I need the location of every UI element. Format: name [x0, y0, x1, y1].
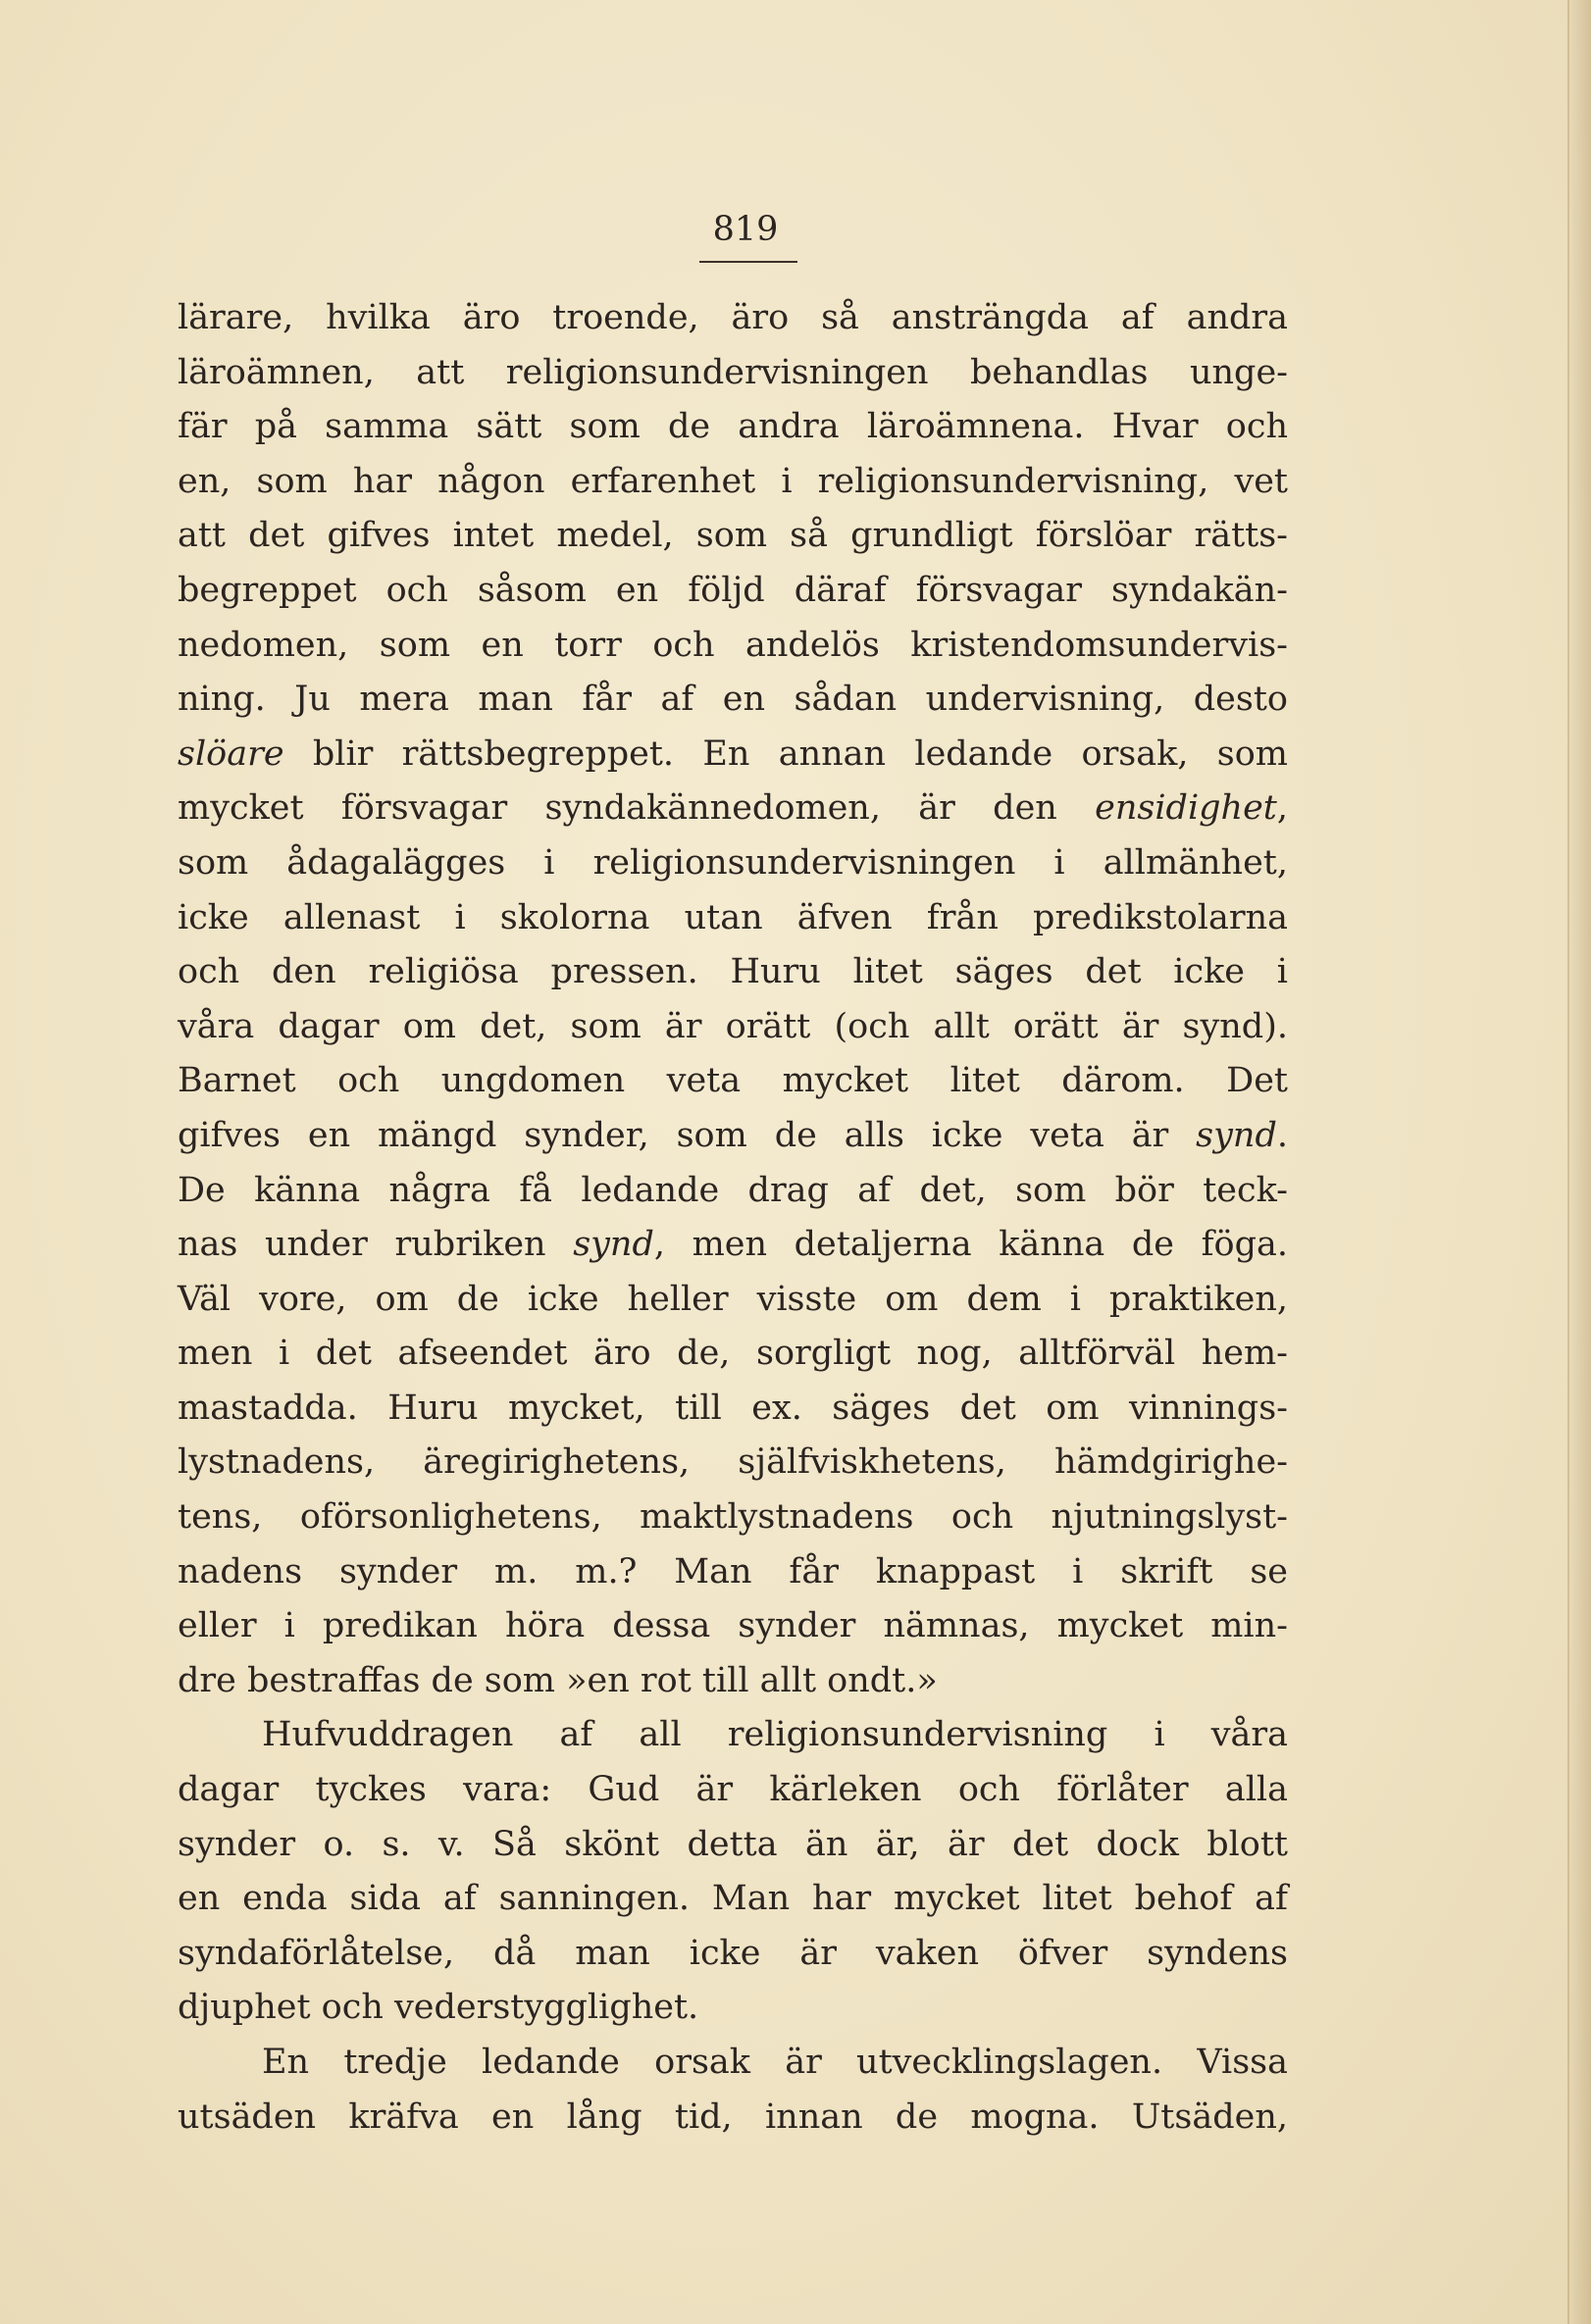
- emphasized-word: ensidighet: [1095, 788, 1277, 829]
- text-line: nedomen, som en torr och andelös kristendomsundervis-: [178, 625, 1288, 665]
- line-text-post: ,: [1276, 788, 1288, 829]
- paragraph-end-line: dre bestraffas de som »en rot till allt ondt.»: [178, 1660, 938, 1700]
- line-text-post: blir rättsbegreppet. En annan ledande orsak, som: [283, 733, 1288, 774]
- line-text-pre: nas under rubriken: [178, 1225, 574, 1265]
- line-text-post: , men detaljerna känna de föga.: [653, 1225, 1288, 1265]
- paragraph-start-line: Hufvuddragen af all religionsundervisning i våra: [262, 1715, 1288, 1755]
- text-line: syndaförlåtelse, då man icke är vaken öfver syndens: [178, 1933, 1288, 1973]
- text-line: icke allenast i skolorna utan äfven från predikstolarna: [178, 897, 1288, 937]
- text-line: lystnadens, äregirighetens, själfviskhetens, hämdgirighe-: [178, 1442, 1288, 1483]
- text-line: nadens synder m. m.? Man får knappast i skrift se: [178, 1551, 1288, 1591]
- text-line: dagar tyckes vara: Gud är kärleken och förlåter alla: [178, 1770, 1288, 1810]
- line-text-pre: gifves en mängd synder, som de alls icke veta är: [178, 1115, 1197, 1155]
- line-text-post: .: [1276, 1115, 1288, 1155]
- page-number: 819: [712, 210, 779, 249]
- text-line: fär på samma sätt som de andra läroämnena. Hvar och: [178, 407, 1288, 447]
- text-line: [178, 782, 1288, 836]
- page-number-rule: [699, 261, 797, 263]
- emphasized-word: synd: [573, 1225, 654, 1265]
- paragraph-end-line: djuphet och vederstygglighet.: [178, 1988, 699, 2028]
- text-line: och den religiösa pressen. Huru litet säges det icke i: [178, 952, 1288, 992]
- text-line: en enda sida af sanningen. Man har mycket litet behof af: [178, 1879, 1288, 1919]
- text-line: ning. Ju mera man får af en sådan undervisning, desto: [178, 680, 1288, 720]
- text-line: Barnet och ungdomen veta mycket litet därom. Det: [178, 1061, 1288, 1101]
- text-line: en, som har någon erfarenhet i religionsundervisning, vet: [178, 461, 1288, 501]
- text-line: [178, 1218, 1288, 1273]
- text-line: men i det afseendet äro de, sorgligt nog, alltförväl hem-: [178, 1334, 1288, 1374]
- text-line: synder o. s. v. Så skönt detta än är, är det dock blott: [178, 1824, 1288, 1864]
- text-line: som ådagalägges i religionsundervisningen i allmänhet,: [178, 842, 1288, 883]
- text-line: läroämnen, att religionsundervisningen behandlas unge-: [178, 352, 1288, 392]
- text-line: tens, oförsonlighetens, maktlystnadens och njutningslyst-: [178, 1497, 1288, 1538]
- page-edge-shadow: [1565, 0, 1591, 2324]
- line-text-pre: mycket försvagar syndakännedomen, är den: [178, 788, 1096, 829]
- text-line: våra dagar om det, som är orätt (och allt orätt är synd).: [178, 1006, 1288, 1046]
- emphasized-word: slöare: [178, 733, 284, 774]
- text-line: [178, 1109, 1288, 1164]
- text-line: [178, 728, 1288, 783]
- text-line: mastadda. Huru mycket, till ex. säges det om vinnings-: [178, 1388, 1288, 1428]
- body-text: [178, 291, 1288, 2145]
- text-line: De känna några få ledande drag af det, som bör teck-: [178, 1170, 1288, 1210]
- text-line: eller i predikan höra dessa synder nämnas, mycket min-: [178, 1606, 1288, 1646]
- text-line: Väl vore, om de icke heller visste om dem i praktiken,: [178, 1279, 1288, 1319]
- text-line: begreppet och såsom en följd däraf försvagar syndakän-: [178, 570, 1288, 610]
- text-line: utsäden kräfva en lång tid, innan de mogna. Utsäden,: [178, 2097, 1288, 2137]
- emphasized-word: synd: [1196, 1115, 1277, 1155]
- text-line: lärare, hvilka äro troende, äro så ansträngda af andra: [178, 298, 1288, 337]
- text-line: att det gifves intet medel, som så grundligt förslöar rätts-: [178, 516, 1288, 556]
- paragraph-start-line: En tredje ledande orsak är utvecklingslagen. Vissa: [262, 2043, 1288, 2082]
